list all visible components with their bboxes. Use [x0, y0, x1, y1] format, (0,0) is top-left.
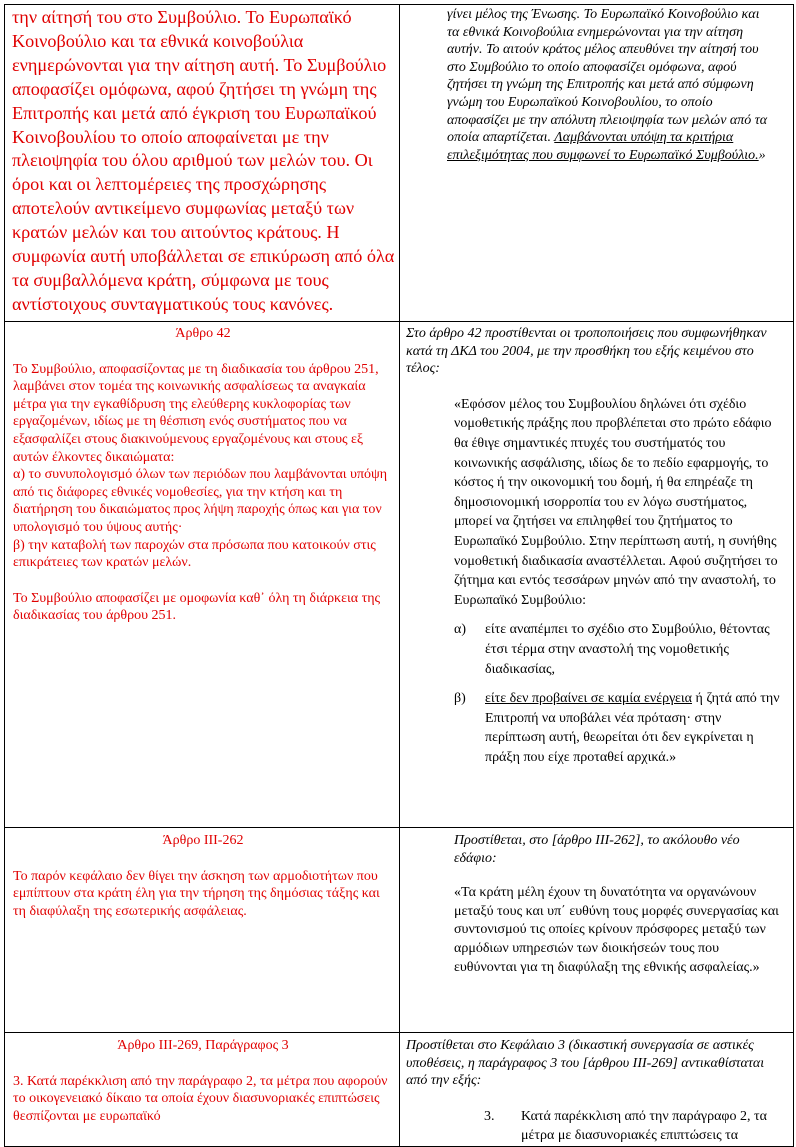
- list-text: Κατά παρέκκλιση από την παράγραφο 2, τα μέτρα με διασυνοριακές επιπτώσεις τα: [521, 1108, 767, 1144]
- row2-right-cell: [400, 322, 794, 828]
- row1-right-cell: [400, 5, 794, 322]
- table-row: [5, 5, 794, 322]
- list-text-rest: ή ζητά από την Επιτροπή να υποβάλει νέα πρόταση· στην περίπτωση αυτή, θεωρείται ότι δεν εγκρίνεται η πράξη που είχε προταθεί αρχικά.»: [485, 691, 780, 765]
- accession-amendment: [400, 5, 793, 164]
- table-row: [5, 828, 794, 1033]
- closing-quote: »: [758, 147, 766, 163]
- row3-left-cell: [5, 828, 400, 1033]
- article-42-heading: Άρθρο 42: [175, 326, 231, 341]
- row4-left-cell: [5, 1033, 400, 1147]
- article-iii-269-body: 3. Κατά παρέκκλιση από την παράγραφο 2, τα μέτρα που αφορούν το οικογενειακό δίκαιο τα οποία έχουν διασυνοριακές επιπτώσεις θεσπίζονται με ευρωπαϊκό: [13, 1073, 388, 1124]
- article-42-item-a: α) το συνυπολογισμό όλων των περιόδων που λαμβάνονται υπόψη από τις διάφορες εθνικές νομοθεσίες, για την κτήση και τη διατήρηση του δικαιώματος προς λήψη παροχής όπως και για τον υπολογισμό του ύψους αυτής·: [13, 467, 388, 535]
- comparison-table: [4, 4, 794, 1147]
- underlined-text: είτε δεν προβαίνει σε καμία ενέργεια: [485, 691, 693, 707]
- list-text: είτε αναπέμπει το σχέδιο στο Συμβούλιο, θέτοντας έτσι τέρμα στην αναστολή της νομοθετικής διαδικασίας,: [485, 622, 770, 677]
- article-42-unanimity: Το Συμβούλιο αποφασίζει με ομοφωνία καθ᾽ όλη τη διάρκεια της διαδικασίας του άρθρου 251.: [13, 590, 381, 624]
- article-iii-262-heading: Άρθρο III-262: [162, 833, 244, 848]
- table-row: [5, 322, 794, 828]
- accession-amendment-text: γίνει μέλος της Ένωσης. Το Ευρωπαϊκό Κοινοβούλιο και τα εθνικά Κοινοβούλια ενημερώνονται για την αίτηση αυτήν. Το αιτούν κράτος μέλος απευθύνει την αίτησή του στο Συμβούλιο το οποίο αποφασίζει ομόφωνα, αφού ζητήσει τη γνώμη της Επιτροπής και μετά από σύμφωνη γνώμη του Ευρωπαϊκού Κοινοβουλίου, το οποίο αποφασίζει με την απόλυτη πλειοψηφία των μελών από τα οποία απαρτίζεται.: [447, 7, 768, 146]
- article-42-item-b: β) την καταβολή των παροχών στα πρόσωπα που κατοικούν στις επικράτειες των κρατών μελών.: [13, 537, 376, 571]
- row2-left-cell: [5, 322, 400, 828]
- article-iii-262-body: Το παρόν κεφάλαιο δεν θίγει την άσκηση των αρμοδιοτήτων που εμπίπτουν στα κράτη έλη για την τήρηση της δημόσιας τάξης και τη διαφύλαξη της εσωτερικής ασφάλειας.: [13, 868, 380, 919]
- article-42-paragraph: Το Συμβούλιο, αποφασίζοντας με τη διαδικασία του άρθρου 251, λαμβάνει στον τομέα της κοινωνικής ασφαλίσεως τα αναγκαία μέτρα για την εγκαθίδρυση της ελεύθερης κυκλοφορίας των εργαζομένων, ιδίως με τη θέσπιση ενός συστήματος που να εξασφαλίζει στους διακινούμενους εργαζομένους και στους εξ αυτών έλκοντες δικαιώματα:: [13, 361, 379, 465]
- article-42-list-item-a: [406, 620, 785, 679]
- accession-text: την αίτησή του στο Συμβούλιο. Το Ευρωπαϊκό Κοινοβούλιο και τα εθνικά κοινοβούλια ενημερώνονται για την αίτηση αυτή. Το Συμβούλιο αποφασίζει ομόφωνα, αφού ζητήσει τη γνώμη της Επιτροπής και μετά από έγκριση του Ευρωπαϊκού Κοινοβουλίου το οποίο αποφαίνεται με την πλειοψηφία του όλου αριθμού των μελών του. Οι όροι και οι λεπτομέρειες της προσχώρησης αποτελούν αντικείμενο συμφωνίας μεταξύ των κρατών μελών και του αιτούντος κράτους. Η συμφωνία αυτή υποβάλλεται σε επικύρωση από όλα τα συμβαλλόμενα κράτη, σύμφωνα με τους αντίστοιχους συνταγματικούς τους κανόνες.: [12, 7, 395, 314]
- article-iii-269-heading: Άρθρο III-269, Παράγραφος 3: [117, 1038, 289, 1053]
- article-iii-269-item: [406, 1107, 785, 1146]
- article-iii-269-amendment-intro: Προστίθεται στο Κεφάλαιο 3 (δικαστική συνεργασία σε αστικές υποθέσεις, η παράγραφος 3 του [άρθρου III-269] αντικαθίσταται από την εξής:: [406, 1038, 765, 1089]
- article-42-list-item-b: [406, 689, 785, 767]
- article-iii-262-quote: «Τα κράτη μέλη έχουν τη δυνατότητα να οργανώνουν μεταξύ τους και υπ΄ ευθύνη τους μορφές συνεργασίας και συντονισμού τις οποίες κρίνουν πρόσφορες μεταξύ των αρμόδιων υπηρεσιών των διοικήσεών τους που ευθύνονται για τη διαφύλαξη της εθνικής ασφαλείας.»: [454, 885, 779, 975]
- article-42-quote: «Εφόσον μέλος του Συμβουλίου δηλώνει ότι σχέδιο νομοθετικής πράξης που προβλέπεται στο πρώτο εδάφιο θα έθιγε σημαντικές πτυχές του συστήματός του κοινωνικής ασφάλισης, ιδίως δε το πεδίο εφαρμογής, το κόστος ή την οικονομική του δομή, ή θα επηρέαζε τη δημοσιονομική ισορροπία του εν λόγω συστήματος, μπορεί να ζητήσει να επιληφθεί του ζητήματος το Ευρωπαϊκό Συμβούλιο. Στην περίπτωση αυτή, η συνήθης νομοθετική διαδικασία αναστέλλεται. Αφού συζητήσει το ζήτημα και εντός τεσσάρων μηνών από την αναστολή, το Ευρωπαϊκό Συμβούλιο:: [454, 396, 778, 608]
- table-row: [5, 1033, 794, 1147]
- list-text: [485, 689, 781, 767]
- article-iii-262-amendment-intro: Προστίθεται, στο [άρθρο III-262], το ακόλουθο νέο εδάφιο:: [454, 833, 740, 866]
- article-42-amendment-intro: Στο άρθρο 42 προστίθενται οι τροποποιήσεις που συμφωνήθηκαν κατά τη ΔΚΔ του 2004, με την προσθήκη του εξής κειμένου στο τέλος:: [406, 326, 767, 377]
- list-label: 3.: [484, 1108, 495, 1124]
- list-label: α): [454, 622, 466, 638]
- list-label: β): [454, 691, 466, 707]
- row4-right-cell: [400, 1033, 794, 1147]
- row1-left-cell: [5, 5, 400, 322]
- eligibility-criteria-text: Λαμβάνονται υπόψη τα κριτήρια επιλεξιμότητας που συμφωνεί το Ευρωπαϊκό Συμβούλιο.: [447, 130, 759, 163]
- row3-right-cell: [400, 828, 794, 1033]
